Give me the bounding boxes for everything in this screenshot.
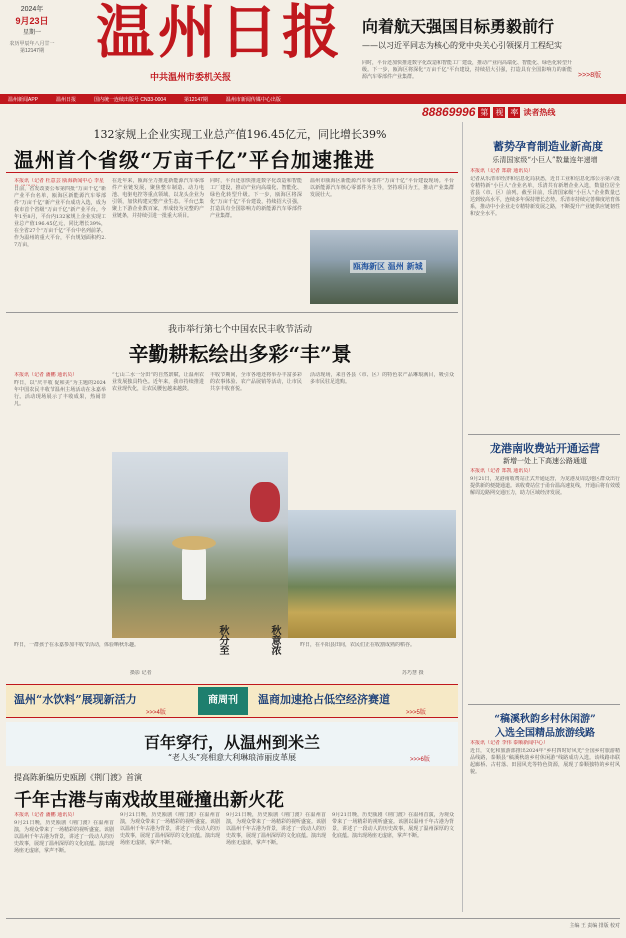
- ad-banner: [422, 104, 626, 120]
- lead-teaser-text: 同时，平台还加快推进数字化改造和智能工厂建设，推动产业向高端化、智能化、绿色化转型升级。下一步，瓯海区将深化“万亩千亿”平台建设，持续招大引强，打造具有全国影响力的新能源汽车零部件产业集群。: [362, 60, 572, 80]
- main-photo: [310, 230, 458, 304]
- footer-divider: [6, 918, 620, 919]
- seal-autumn-rich: 秋意浓: [269, 625, 280, 655]
- farmers-headline: 辛勤耕耘绘出多彩“丰”景: [128, 342, 352, 366]
- culture-sub: “老人头”亮相意大利琳琅沛丽皮革展: [167, 753, 297, 762]
- masthead: [0, 0, 626, 100]
- farmers-col-4: 活动现场，来自各县（市、区）的特色农产品琳琅满目，吸引众多市民驻足选购。: [310, 372, 454, 385]
- paper-subtitle: 中共温州市委机关报: [150, 73, 232, 83]
- farmers-col-2: “七山二水一分田”的自然禀赋，让温州农业发展独具特色。近年来，我市持续推进农业现代化，让农民腰包越来越鼓。: [112, 372, 204, 392]
- farmers-divider: [6, 312, 458, 313]
- ad-label-3: 率: [510, 107, 519, 117]
- farmers-photo-2-caption: 昨日，在平阳县田间，农民们正在收割成熟的稻谷。: [300, 642, 416, 648]
- farmers-photo-2: [288, 510, 456, 638]
- farmers-photo-1-credit: 摄影 记者: [130, 670, 152, 676]
- year: 2024年: [20, 6, 44, 13]
- ad-label-2: 视: [495, 107, 504, 117]
- child-figure: [182, 544, 206, 600]
- main-col-1: 日前，省发改委公布第四批“万亩千亿”新产业平台名单，瓯海区新能源汽车零部件“万亩千亿”新产业平台成功入选，成为我市首个省级“万亩千亿”新产业平台。今年1至8月，平台内132家规上企业实现工业总产值196.45亿元，同比增长39%，在全省27个“万亩千亿”平台中名列前茅。作为温州的重大平台，平台规划面积约2.7万亩，: [14, 186, 106, 248]
- right-mid-divider: [468, 434, 620, 435]
- main-photo-caption: 瓯海新区 温州 新城: [350, 260, 426, 273]
- culture-headline[interactable]: 百年穿行，从温州到米兰: [143, 733, 320, 752]
- ad-phone: 88869996: [422, 105, 476, 119]
- lead-subheadline: ——以习近平同志为核心的党中央关心引领探月工程纪实: [362, 41, 562, 50]
- footer-credits: 主编 王 责编 排版 校对: [569, 923, 620, 929]
- main-col-2: 在近年来，瓯海全力推进新能源汽车零部件产业链发展，聚焦整车制造、动力电池、电驱电控等重点领域，以龙头企业为引领，加快构建完整产业生态。平台已集聚上下游企业数百家，形成较为完整的产业链条，并持续引进一批重大项目。: [112, 178, 204, 219]
- farmers-col-3: 丰收节期间，全市各地还将举办丰富多彩的农事体验、农产品展销等活动，让市民共享丰收喜悦。: [210, 372, 302, 392]
- right-mid-text: 9月21日，龙港南收费站正式开通运营，为龙港及周边地区群众出行提供新的便捷通道。该收费站位于甬台温高速复线，开通后将有效缓解周边路网交通压力，助力区域经济发展。: [470, 476, 620, 496]
- date-block: [8, 4, 56, 54]
- weekday: 星期一: [22, 30, 41, 36]
- teaser-1-title[interactable]: 温州“水饮料”展现新活力: [14, 693, 137, 706]
- main-headline: 温州首个省级“万亩千亿”平台加速推进: [14, 148, 376, 172]
- date: 9月23日: [15, 16, 49, 26]
- tourism-sub: 入选全国精品旅游线路: [495, 728, 595, 739]
- bottom-col-4: 9月21日晚，历史瓯剧《荆门渡》在温州首演，为观众带来了一场精彩的视听盛宴。该剧以温州千年古港为背景，讲述了一段动人的历史故事，展现了温州深厚的文化底蕴。演出现场座无虚席，掌声不断。: [332, 812, 454, 839]
- straw-hat: [172, 536, 216, 550]
- right-top-headline: 蓄势孕育制造业新高度: [493, 140, 603, 153]
- teaser-bar: [6, 684, 458, 718]
- farmers-photo-1-caption: 昨日，一群孩子在永嘉参加丰收节活动，体验晒秋乐趣。: [14, 642, 140, 648]
- tourism-text: 近日，文化和旅游部推出2024年“乡村四时好风光”全国乡村旅游精品线路，泰顺县“稿溪秋韵乡村休闲游”线路成功入选。该线路串联起廊桥、古村落、田园风光等特色资源，展现了泰顺独特的乡村风貌。: [470, 748, 620, 775]
- main-divider: [6, 172, 458, 173]
- right-mid-byline: 本报讯（记者 郑凯 通讯员）: [470, 468, 534, 474]
- tourism-byline: 本报讯（记者 李伟 泰顺新闻中心）: [470, 740, 549, 746]
- main-col-4: 温州市瓯海区新能源汽车零部件“万亩千亿”平台建设现场。平台以新能源汽车核心零部件为主导，坚持项目为王，推动产业集群发展壮大。: [310, 178, 454, 198]
- right-top-text: 记者从乐清市经济和信息化局获悉，近日工业和信息化部公示第六批专精特新“小巨人”企业名单，乐清共有新增企业入选，数量位居全省县（市、区）前列。截至目前，乐清国家级“小巨人”企业数量已达到较高水平，连续多年保持增长态势。乐清市持续完善梯度培育体系，推动中小企业走专精特新发展之路，不断提升产业链供应链韧性和安全水平。: [470, 176, 620, 217]
- info-cn: 国内统一连续出版号 CN33-0004: [94, 96, 166, 103]
- shangzhoukan-logo: 商周刊: [198, 687, 248, 715]
- right-column-divider: [462, 122, 463, 912]
- farmers-col-1: 昨日，以“庆丰收 促和美”为主题的2024年中国农民丰收节温州主场活动在永嘉举行。活动现场展示了丰收成果，热闹非凡。: [14, 380, 106, 407]
- ad-label-1: 第: [480, 107, 489, 117]
- seal-autumn-equinox: 秋分至: [217, 625, 228, 655]
- bottom-col-2: 9月21日晚，历史瓯剧《荆门渡》在温州首演，为观众带来了一场精彩的视听盛宴。该剧以温州千年古港为背景，讲述了一段动人的历史故事，展现了温州深厚的文化底蕴。演出现场座无虚席，掌声不断。: [120, 812, 220, 846]
- info-app[interactable]: 温州新闻APP: [8, 96, 39, 103]
- lead-headline: 向着航天强国目标勇毅前行: [362, 17, 555, 36]
- right-top-byline: 本报讯（记者 郑蔚 通讯员）: [470, 168, 534, 174]
- bottom-col-1: 9月21日晚，历史瓯剧《荆门渡》在温州首演，为观众带来了一场精彩的视听盛宴。该剧以温州千年古港为背景，讲述了一段动人的历史故事，展现了温州深厚的文化底蕴。演出现场座无虚席，掌声不断。: [14, 820, 114, 854]
- main-col-3: 同时，平台还加快推进数字化改造和智能工厂建设，推动产业向高端化、智能化、绿色化转型升级。下一步，瓯海区将深化“万亩千亿”平台建设，持续招大引强，打造具有全国影响力的新能源汽车零部件产业集群。: [210, 178, 302, 219]
- farmers-photo-2-credit: 苏巧慧 摄: [402, 670, 424, 676]
- teaser-2-title[interactable]: 温商加速抢占低空经济赛道: [258, 693, 390, 706]
- right-top-sub: 乐清国家级“小巨人”数量连年递增: [492, 156, 598, 164]
- lead-more[interactable]: >>>8版: [578, 72, 602, 79]
- culture-more[interactable]: >>>6版: [410, 757, 430, 763]
- farmers-kicker: 我市举行第七个中国农民丰收节活动: [167, 325, 312, 335]
- right-mid-sub: 新增一处上下高速公路通道: [503, 457, 587, 465]
- bottom-headline: 千年古港与南戏故里碰撞出新火花: [14, 790, 284, 811]
- bottom-kicker: 提高陈新编历史瓯剧《荆门渡》首演: [14, 773, 142, 782]
- bottom-col-3: 9月21日晚，历史瓯剧《荆门渡》在温州首演，为观众带来了一场精彩的视听盛宴。该剧以温州千年古港为背景，讲述了一段动人的历史故事，展现了温州深厚的文化底蕴。演出现场座无虚席，掌声不断。: [226, 812, 326, 846]
- teaser-2-more[interactable]: >>>5版: [406, 710, 426, 716]
- paper-title: 温州日报: [96, 0, 345, 66]
- info-paper: 温州日报: [56, 96, 77, 103]
- farmers-byline: 本报讯（记者 潘鹏 通讯员）: [14, 372, 78, 378]
- main-byline: 本报讯（记者 杜意芸 瓯海新闻中心 李星: [14, 178, 104, 184]
- main-kicker: 132家规上企业实现工业总产值196.45亿元，同比增长39%: [93, 128, 387, 141]
- bottom-byline: 本报讯（记者 潘鹏 通讯员）: [14, 812, 78, 818]
- teaser-1-more[interactable]: >>>4版: [146, 710, 166, 716]
- culture-block: [6, 722, 458, 766]
- info-bar: [0, 94, 626, 104]
- ad-tail: 读者热线: [523, 107, 556, 117]
- right-bottom-divider: [468, 704, 620, 705]
- lunar-date: 农历甲辰年八月廿一: [9, 41, 55, 47]
- flower-bush: [250, 482, 280, 522]
- right-mid-headline: 龙港南收费站开通运营: [490, 442, 600, 455]
- info-issue: 第12147期: [184, 96, 208, 103]
- info-publisher: 温州市新闻传媒中心出版: [225, 96, 281, 103]
- tourism-headline: “稿溪秋韵乡村休闲游”: [494, 714, 596, 725]
- issue-number: 第12147期: [20, 48, 44, 54]
